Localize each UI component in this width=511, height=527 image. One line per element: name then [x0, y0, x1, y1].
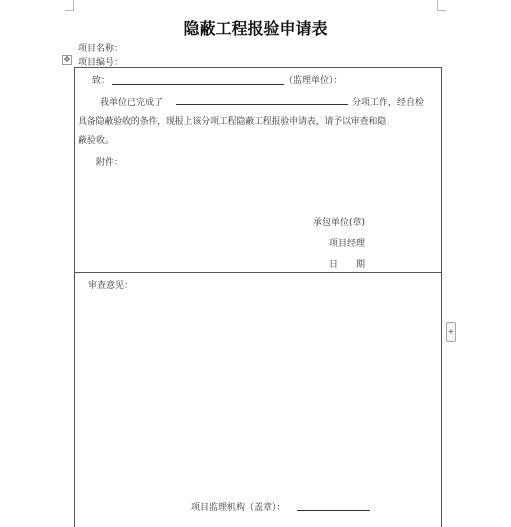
body-text-line2: 具备隐蔽验收的条件，现报上该分项工程隐蔽工程报验申请表，请予以审查和隐 [78, 117, 387, 127]
project-name-label: 项目名称： [78, 44, 124, 54]
move-icon[interactable]: ✥ [63, 55, 71, 64]
contractor-unit-label: 承包单位(章) [313, 218, 366, 228]
to-label: 致： [92, 76, 111, 86]
attachment-label: 附件： [96, 158, 124, 168]
supervisor-name-blank [112, 84, 284, 85]
application-form-table [74, 67, 442, 527]
work-item-blank [176, 104, 348, 105]
body-text-line3: 蔽验收。 [78, 136, 115, 146]
supervision-org-stamp-blank [297, 510, 370, 511]
date-label: 日 期 [329, 260, 366, 270]
project-code-label: 项目编号： [78, 58, 124, 68]
supervision-org-label: 项目监理机构（盖章）： [191, 503, 286, 513]
supervisor-unit-label: （监理单位）： [284, 76, 343, 86]
body-text-line1-start: 我单位已完成了 [100, 98, 164, 108]
resize-handle-icon[interactable]: + [446, 322, 456, 342]
section-divider [74, 272, 442, 273]
page-corner-mark-right [437, 0, 446, 11]
document-title: 隐蔽工程报验申请表 [183, 19, 328, 38]
page-corner-mark-left [65, 0, 74, 11]
project-manager-label: 项目经理 [329, 239, 366, 249]
body-text-line1-end: 分项工作，经自检 [352, 98, 425, 108]
review-opinion-label: 审查意见： [88, 281, 134, 291]
